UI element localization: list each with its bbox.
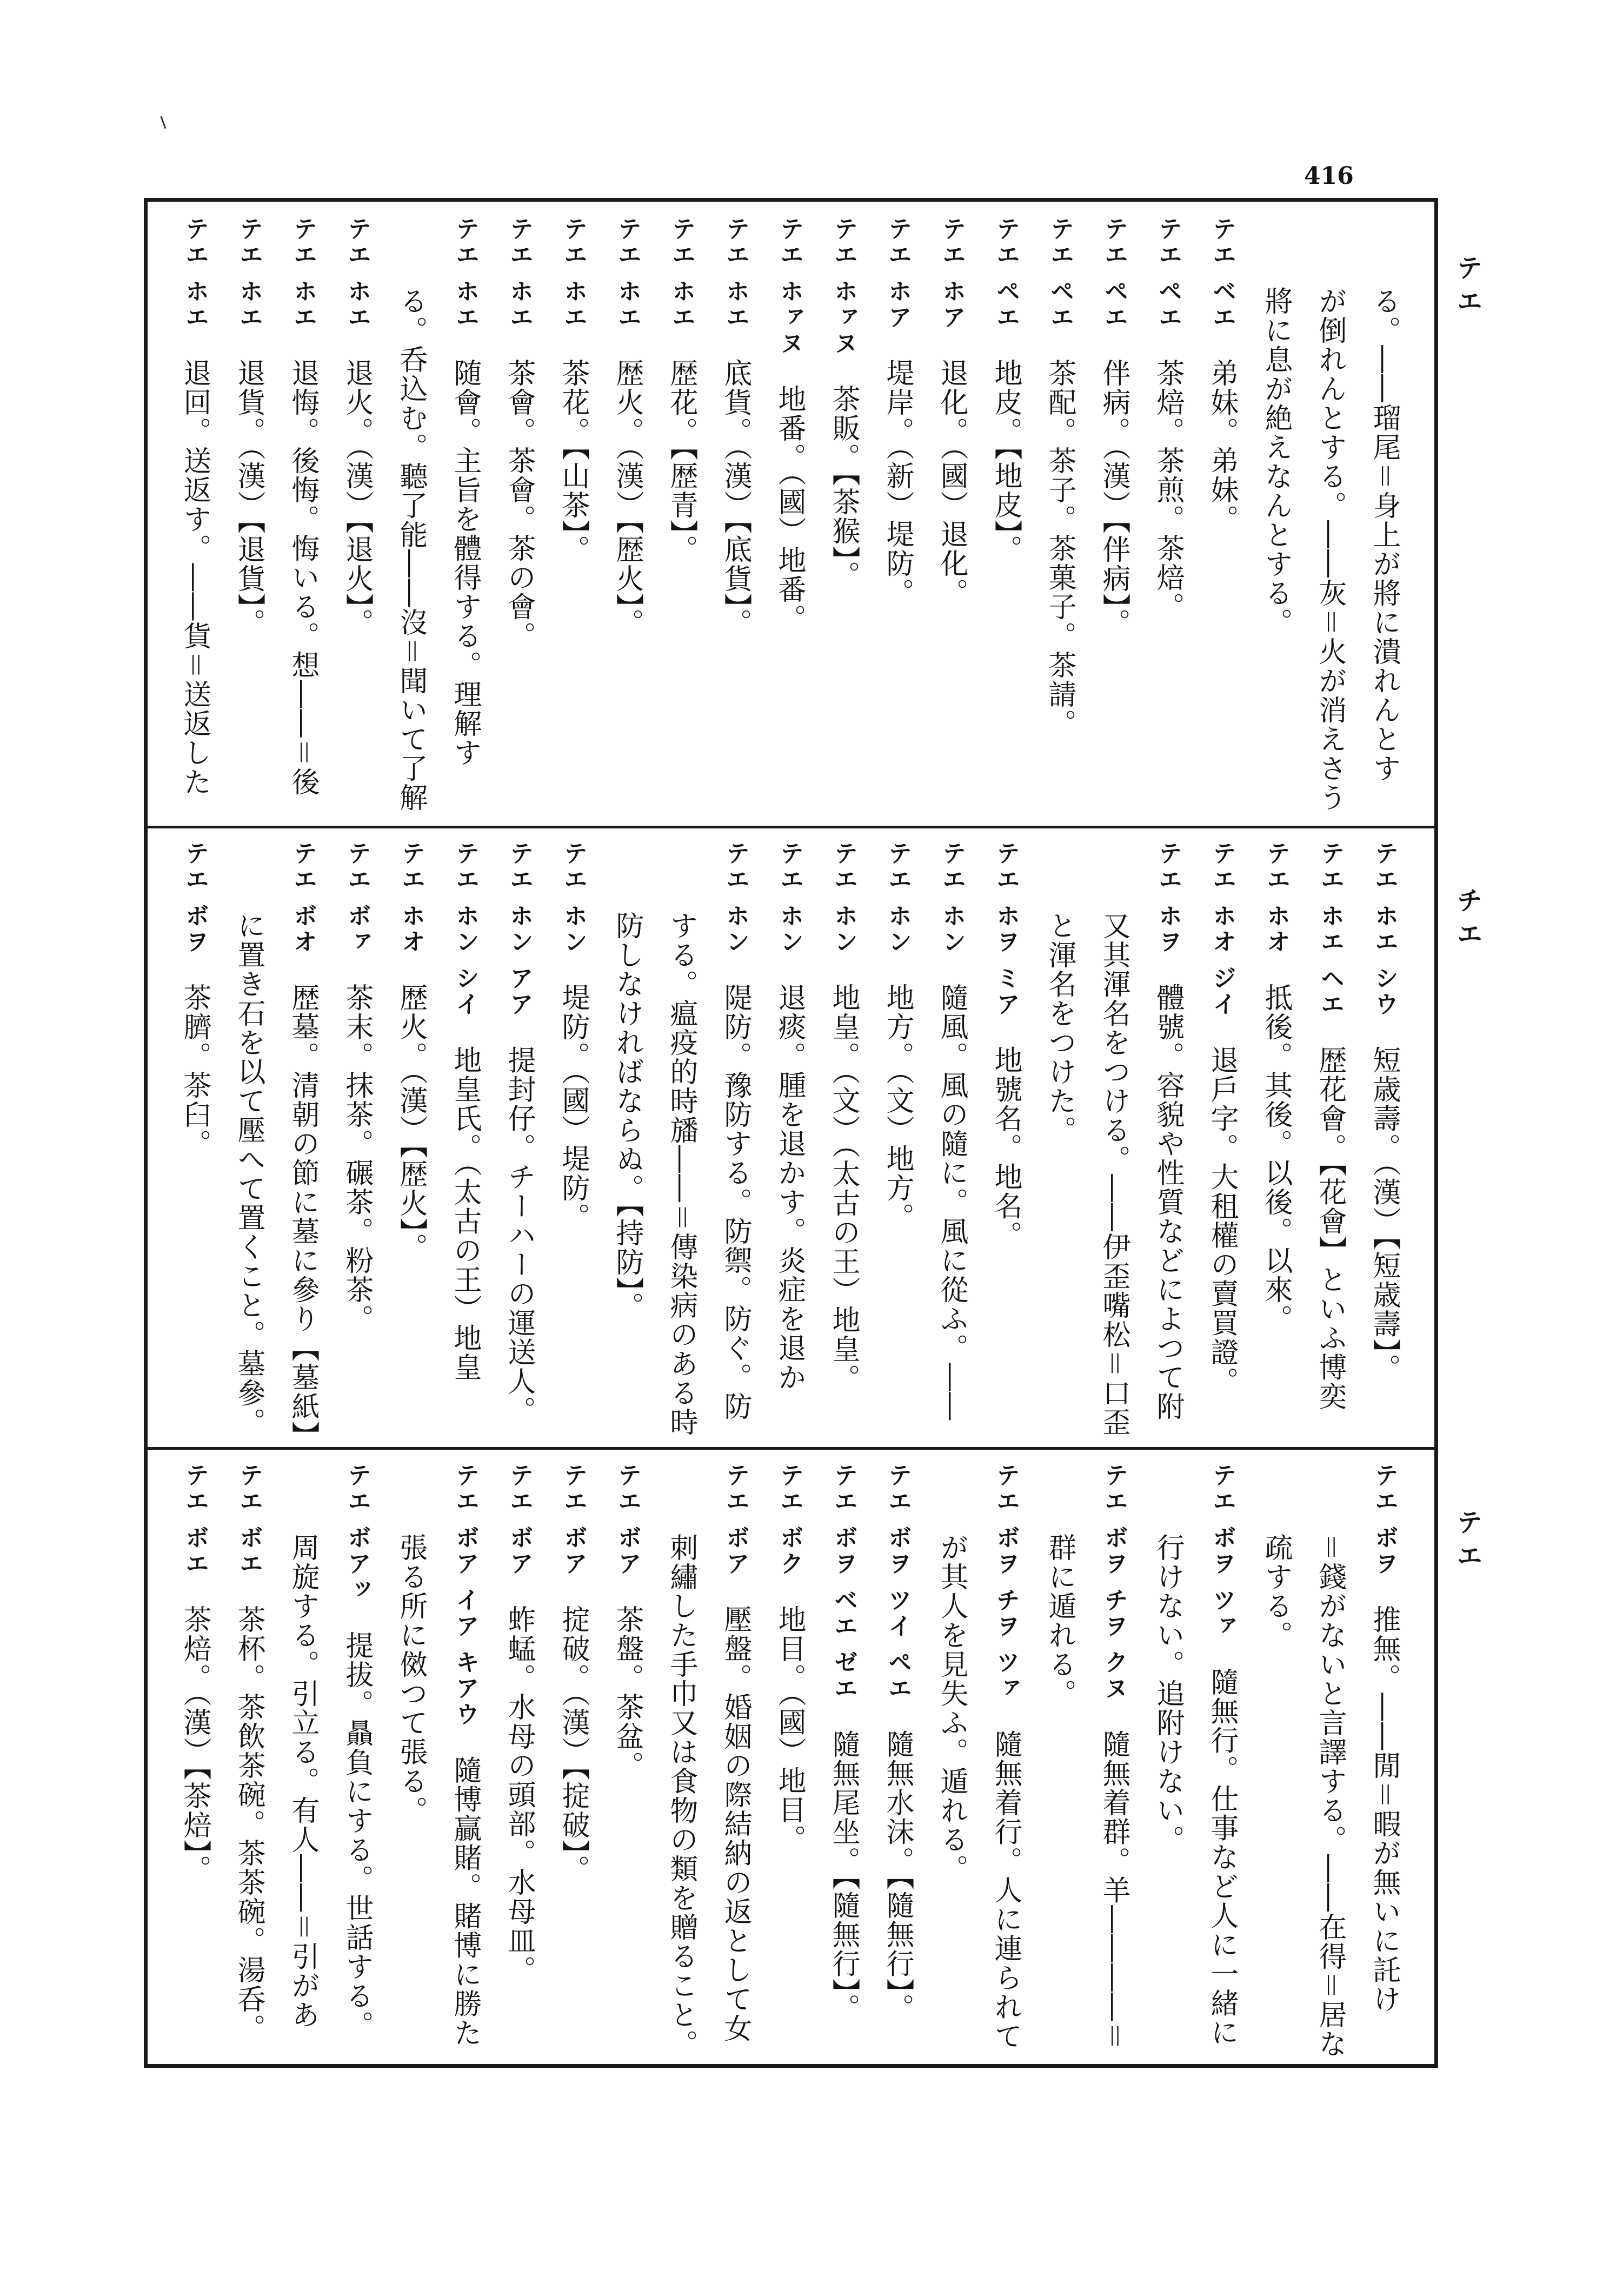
entry-continuation xyxy=(384,216,438,817)
band-divider-1 xyxy=(144,826,1438,828)
entry-definition: 弟妹。弟妹。 xyxy=(1206,359,1238,534)
entry-continuation xyxy=(276,1463,330,2060)
entry-definition: 茶焙。（漢）【茶焙】。 xyxy=(178,1605,211,1884)
entry-reading: テエ ホエ xyxy=(235,216,263,331)
dictionary-entry xyxy=(276,216,330,817)
entry-reading: テエ ボヲ チヲ クヌ xyxy=(1100,1463,1128,1702)
entry-continuation xyxy=(1033,1463,1087,2060)
dictionary-band-top xyxy=(162,216,1411,817)
entry-definition: 茶花。【山茶】。 xyxy=(557,359,589,565)
entry-reading: テエ ホオ ジイ xyxy=(1208,841,1236,1018)
dictionary-entry xyxy=(168,1463,222,2060)
dictionary-entry xyxy=(1303,841,1357,1438)
entry-definition: 行けない。追附けない。 xyxy=(1152,1533,1184,1854)
entry-reading: テエ ホエ xyxy=(181,216,209,331)
dictionary-entry xyxy=(924,841,979,1438)
entry-continuation xyxy=(1249,1463,1303,2060)
entry-definition: 伴病。（漢）【伴病】。 xyxy=(1097,359,1130,638)
entry-definition: 茶臍。茶臼。 xyxy=(178,983,211,1159)
entry-reading: テエ ホン xyxy=(938,841,966,955)
entry-definition: 茶販。【茶猴】。 xyxy=(827,384,860,590)
entry-definition: が倒れんとする。――灰＝火が消えさう xyxy=(1314,287,1346,813)
dictionary-band-middle xyxy=(162,841,1411,1438)
entry-reading: テエ ホエ xyxy=(451,216,479,331)
entry-definition: る。――瑠尾＝身上が將に潰れんとす xyxy=(1368,287,1400,784)
entry-reading: テエ ボア xyxy=(505,1463,533,1577)
entry-definition: 地目。（國）地目。 xyxy=(773,1605,806,1854)
entry-definition: 茶會。茶會。茶の會。 xyxy=(503,359,535,651)
entry-definition: 茶末。抹茶。碾茶。粉茶。 xyxy=(341,983,373,1334)
entry-definition: 茶盤。茶盆。 xyxy=(611,1605,643,1781)
dictionary-entry xyxy=(708,1463,762,2060)
entry-reading: テエ ボヲ ツァ xyxy=(1208,1463,1236,1640)
entry-reading: テエ ボア イア キアウ xyxy=(451,1463,479,1728)
entry-definition: 推無。――閒＝暇が無いに託け xyxy=(1368,1605,1400,2014)
dictionary-entry xyxy=(330,1463,384,2060)
entry-definition: 随會。主旨を體得する。理解す xyxy=(449,359,481,768)
entry-reading: テエ ホァヌ xyxy=(776,216,803,357)
dictionary-entry xyxy=(1357,841,1411,1438)
entry-definition: 隨無着群。羊――――＝ xyxy=(1097,1729,1130,2051)
entry-definition: 歴花會。【花會】といふ博奕 xyxy=(1314,1045,1346,1411)
entry-definition: に置き石を以て壓へて置くこと。墓參。 xyxy=(232,911,265,1437)
dictionary-entry xyxy=(600,1463,654,2060)
dictionary-entry xyxy=(546,216,600,817)
entry-continuation xyxy=(384,1463,438,2060)
dictionary-entry xyxy=(762,1463,816,2060)
entry-definition: 隨無水沫。【隨無行】。 xyxy=(881,1729,914,2023)
entry-definition: する。瘟疫的時旙――＝傳染病のある時 xyxy=(665,911,697,1437)
entry-reading: テエ ホヲ ミア xyxy=(992,841,1020,1018)
entry-reading: テエ ホエ ヘエ xyxy=(1316,841,1344,1018)
entry-definition: 隨風。風の隨に。風に從ふ。―― xyxy=(935,983,968,1422)
entry-definition: る。呑込む。聽了能――沒＝聞いて了解 xyxy=(395,287,427,813)
dictionary-entry xyxy=(979,216,1033,817)
entry-definition: 短歳壽。（漢）【短歳壽】。 xyxy=(1368,1045,1400,1383)
entry-reading: テエ ボア xyxy=(722,1463,749,1577)
entry-reading: テエ ホン xyxy=(776,841,803,955)
dictionary-entry xyxy=(870,841,924,1438)
entry-definition: と渾名をつけた。 xyxy=(1043,911,1076,1145)
dictionary-entry xyxy=(492,841,546,1438)
entry-definition: 地皇。（文）（太古の王）地皇。 xyxy=(827,983,860,1393)
dictionary-entry xyxy=(1141,841,1195,1438)
entry-reading: テエ ホオ xyxy=(397,841,425,955)
entry-reading: テエ ホン xyxy=(722,841,749,955)
entry-continuation xyxy=(1303,1463,1357,2060)
entry-reading: テエ ボヲ ツイ ペエ xyxy=(884,1463,912,1702)
entry-definition: 隨無尾坐。【隨無行】。 xyxy=(827,1729,860,2023)
entry-continuation xyxy=(600,841,654,1438)
entry-definition: 掟破。（漢）【掟破】。 xyxy=(557,1605,589,1884)
dictionary-entry xyxy=(546,841,600,1438)
entry-definition: 地方。（文）地方。 xyxy=(881,983,914,1232)
entry-definition: 提封仔。チーハーの運送人。 xyxy=(503,1045,535,1425)
entry-definition: 群に遁れる。 xyxy=(1043,1533,1076,1708)
entry-continuation xyxy=(1303,216,1357,817)
dictionary-entry xyxy=(979,841,1033,1438)
dictionary-entry xyxy=(816,1463,870,2060)
dictionary-entry xyxy=(276,841,330,1438)
entry-reading: テエ ホエ xyxy=(343,216,371,331)
section-head-2: チエ xyxy=(1452,887,1482,954)
dictionary-entry xyxy=(330,216,384,817)
dictionary-entry xyxy=(816,841,870,1438)
entry-reading: テエ ホン xyxy=(560,841,587,955)
entry-reading: テエ ホオ xyxy=(1262,841,1290,955)
entry-definition: 退悔。後悔。悔いる。想――＝後 xyxy=(287,359,319,797)
dictionary-entry xyxy=(438,216,492,817)
entry-continuation xyxy=(654,841,708,1438)
entry-definition: 退火。（漢）【退火】。 xyxy=(341,359,373,638)
entry-reading: テエ ホア xyxy=(884,216,912,331)
dictionary-entry xyxy=(1195,216,1249,817)
dictionary-entry xyxy=(1357,1463,1411,2060)
entry-definition: 張る所に傚つて張る。 xyxy=(395,1533,427,1825)
entry-definition: 堤防。（國）堤防。 xyxy=(557,983,589,1232)
dictionary-entry xyxy=(708,216,762,817)
entry-continuation xyxy=(924,1463,979,2060)
dictionary-entry xyxy=(762,841,816,1438)
dictionary-entry xyxy=(1033,216,1087,817)
entry-reading: テエ ボエ xyxy=(181,1463,209,1577)
entry-definition: が其人を見失ふ。遁れる。 xyxy=(935,1533,968,1883)
entry-reading: テエ ホン xyxy=(830,841,857,955)
entry-definition: 歴火。（漢）【歴火】。 xyxy=(611,359,643,638)
dictionary-entry xyxy=(1195,841,1249,1438)
section-head-1: テエ xyxy=(1452,254,1482,321)
entry-definition: 隨無行。仕事など人に一緒に xyxy=(1206,1667,1238,2047)
dictionary-entry xyxy=(222,216,276,817)
entry-definition: 蚱蜢。水母の頭部。水母皿。 xyxy=(503,1605,535,1985)
entry-definition: 堤岸。（新）堤防。 xyxy=(881,359,914,608)
dictionary-entry xyxy=(870,216,924,817)
entry-definition: 茶杯。茶飲茶碗。茶茶碗。湯呑。 xyxy=(232,1605,265,2043)
margin-tick-mark xyxy=(160,114,173,129)
entry-reading: テエ ホエ xyxy=(289,216,317,331)
entry-reading: テエ ホン xyxy=(884,841,912,955)
entry-reading: テエ ボア xyxy=(560,1463,587,1577)
entry-definition: 退回。送返す。――貨＝送返した xyxy=(178,359,211,797)
entry-reading: テエ ホエ xyxy=(614,216,641,331)
dictionary-entry xyxy=(816,216,870,817)
entry-reading: テエ ホン シイ xyxy=(451,841,479,1018)
entry-reading: テエ ホエ xyxy=(722,216,749,331)
dictionary-band-bottom xyxy=(162,1463,1411,2060)
entry-reading: テエ ボエ xyxy=(235,1463,263,1577)
entry-continuation xyxy=(1141,1463,1195,2060)
entry-reading: テエ ペエ xyxy=(1046,216,1074,331)
entry-reading: テエ ホア xyxy=(938,216,966,331)
entry-definition: 退化。（國）退化。 xyxy=(935,359,968,608)
entry-continuation xyxy=(654,1463,708,2060)
entry-definition: 地番。（國）地番。 xyxy=(773,384,806,634)
entry-reading: テエ ホエ xyxy=(668,216,695,331)
entry-reading: テエ ボク xyxy=(776,1463,803,1577)
entry-definition: 防しなければならぬ。【持防】。 xyxy=(611,911,643,1321)
entry-continuation xyxy=(1249,216,1303,817)
entry-reading: テエ ペエ xyxy=(992,216,1020,331)
section-head-3: テエ xyxy=(1452,1509,1482,1576)
dictionary-entry xyxy=(1087,1463,1141,2060)
dictionary-entry xyxy=(438,841,492,1438)
entry-definition: 歴花。【歴青】。 xyxy=(665,359,697,565)
entry-definition: 歴火。（漢）【歴火】。 xyxy=(395,983,427,1263)
dictionary-entry xyxy=(654,216,708,817)
entry-definition: 體號。容貌や性質などによつて附 xyxy=(1152,983,1184,1422)
dictionary-entry xyxy=(546,1463,600,2060)
entry-definition: 疏する。 xyxy=(1260,1533,1292,1650)
dictionary-entry xyxy=(438,1463,492,2060)
entry-definition: 提拔。贔負にする。世話する。 xyxy=(341,1631,373,2040)
entry-definition: 歴墓。清朝の節に墓に參り【墓紙】 xyxy=(287,983,319,1437)
entry-definition: ＝錢がないと言譯する。――在得＝居な xyxy=(1314,1533,1346,2059)
entry-reading: テエ ペエ xyxy=(1100,216,1128,331)
entry-definition: 抵後。其後。以後。以來。 xyxy=(1260,983,1292,1334)
entry-definition: 隨博贏賭。賭博に勝た xyxy=(449,1755,481,2048)
entry-continuation xyxy=(222,841,276,1438)
entry-reading: テエ ホエ xyxy=(505,216,533,331)
entry-definition: 周旋する。引立る。有人――＝引があ xyxy=(287,1533,319,2030)
entry-continuation xyxy=(1087,841,1141,1438)
entry-definition: 地號名。地名。 xyxy=(989,1045,1022,1250)
entry-reading: テエ ボヲ xyxy=(181,841,209,955)
entry-definition: 退貨。（漢）【退貨】。 xyxy=(232,359,265,638)
entry-reading: テエ ボヲ xyxy=(1371,1463,1398,1577)
dictionary-entry xyxy=(870,1463,924,2060)
entry-reading: テエ ホエ xyxy=(560,216,587,331)
dictionary-entry xyxy=(1087,216,1141,817)
entry-reading: テエ ボァ xyxy=(343,841,371,955)
entry-reading: テエ ホン アア xyxy=(505,841,533,1018)
entry-definition: 隄防。豫防する。防禦。防ぐ。防 xyxy=(719,983,751,1422)
entry-continuation xyxy=(1033,841,1087,1438)
entry-reading: テエ ホァヌ xyxy=(830,216,857,357)
entry-reading: テエ ボヲ チヲ ツァ xyxy=(992,1463,1020,1702)
dictionary-entry xyxy=(708,841,762,1438)
entry-reading: テエ ベエ xyxy=(1208,216,1236,331)
dictionary-entry xyxy=(222,1463,276,2060)
entry-definition: 退痰。腫を退かす。炎症を退か xyxy=(773,983,806,1392)
entry-reading: テエ ボオ xyxy=(289,841,317,955)
page-number: 416 xyxy=(1304,162,1354,190)
entry-definition: 將に息が絶えなんとする。 xyxy=(1260,287,1292,637)
dictionary-entry xyxy=(1141,216,1195,817)
dictionary-entry xyxy=(1249,841,1303,1438)
entry-definition: 茶配。茶子。茶菓子。茶請。 xyxy=(1043,359,1076,739)
dictionary-entry xyxy=(330,841,384,1438)
entry-definition: 地皇氏。（太古の王）地皇 xyxy=(449,1045,481,1382)
dictionary-entry xyxy=(168,841,222,1438)
entry-reading: テエ ボア xyxy=(614,1463,641,1577)
entry-reading: テエ ホエ シウ xyxy=(1371,841,1398,1018)
entry-reading: テエ ボアッ xyxy=(343,1463,371,1603)
dictionary-entry xyxy=(600,216,654,817)
entry-reading: テエ ボヲ ベエ ゼエ xyxy=(830,1463,857,1702)
dictionary-entry xyxy=(924,216,979,817)
entry-definition: 又其渾名をつける。――伊歪嘴松＝口歪 xyxy=(1097,911,1130,1437)
entry-definition: 壓盤。婚姻の際結納の返として女 xyxy=(719,1605,751,2043)
dictionary-entry xyxy=(492,216,546,817)
entry-definition: 茶焙。茶煎。茶焙。 xyxy=(1152,359,1184,622)
dictionary-entry xyxy=(492,1463,546,2060)
entry-continuation xyxy=(1357,216,1411,817)
dictionary-entry xyxy=(762,216,816,817)
entry-reading: テエ ペエ xyxy=(1154,216,1182,331)
entry-definition: 刺繡した手巾又は食物の類を贈ること。 xyxy=(665,1533,697,2059)
dictionary-entry xyxy=(168,216,222,817)
entry-definition: 退戶字。大租權の賣買證。 xyxy=(1206,1045,1238,1396)
entry-definition: 底貨。（漢）【底貨】。 xyxy=(719,359,751,638)
band-divider-2 xyxy=(144,1447,1438,1450)
dictionary-entry xyxy=(979,1463,1033,2060)
dictionary-entry xyxy=(1195,1463,1249,2060)
dictionary-entry xyxy=(384,841,438,1438)
entry-definition: 隨無着行。人に連られて xyxy=(989,1729,1022,2051)
entry-definition: 地皮。【地皮】。 xyxy=(989,359,1022,565)
entry-reading: テエ ホヲ xyxy=(1154,841,1182,955)
